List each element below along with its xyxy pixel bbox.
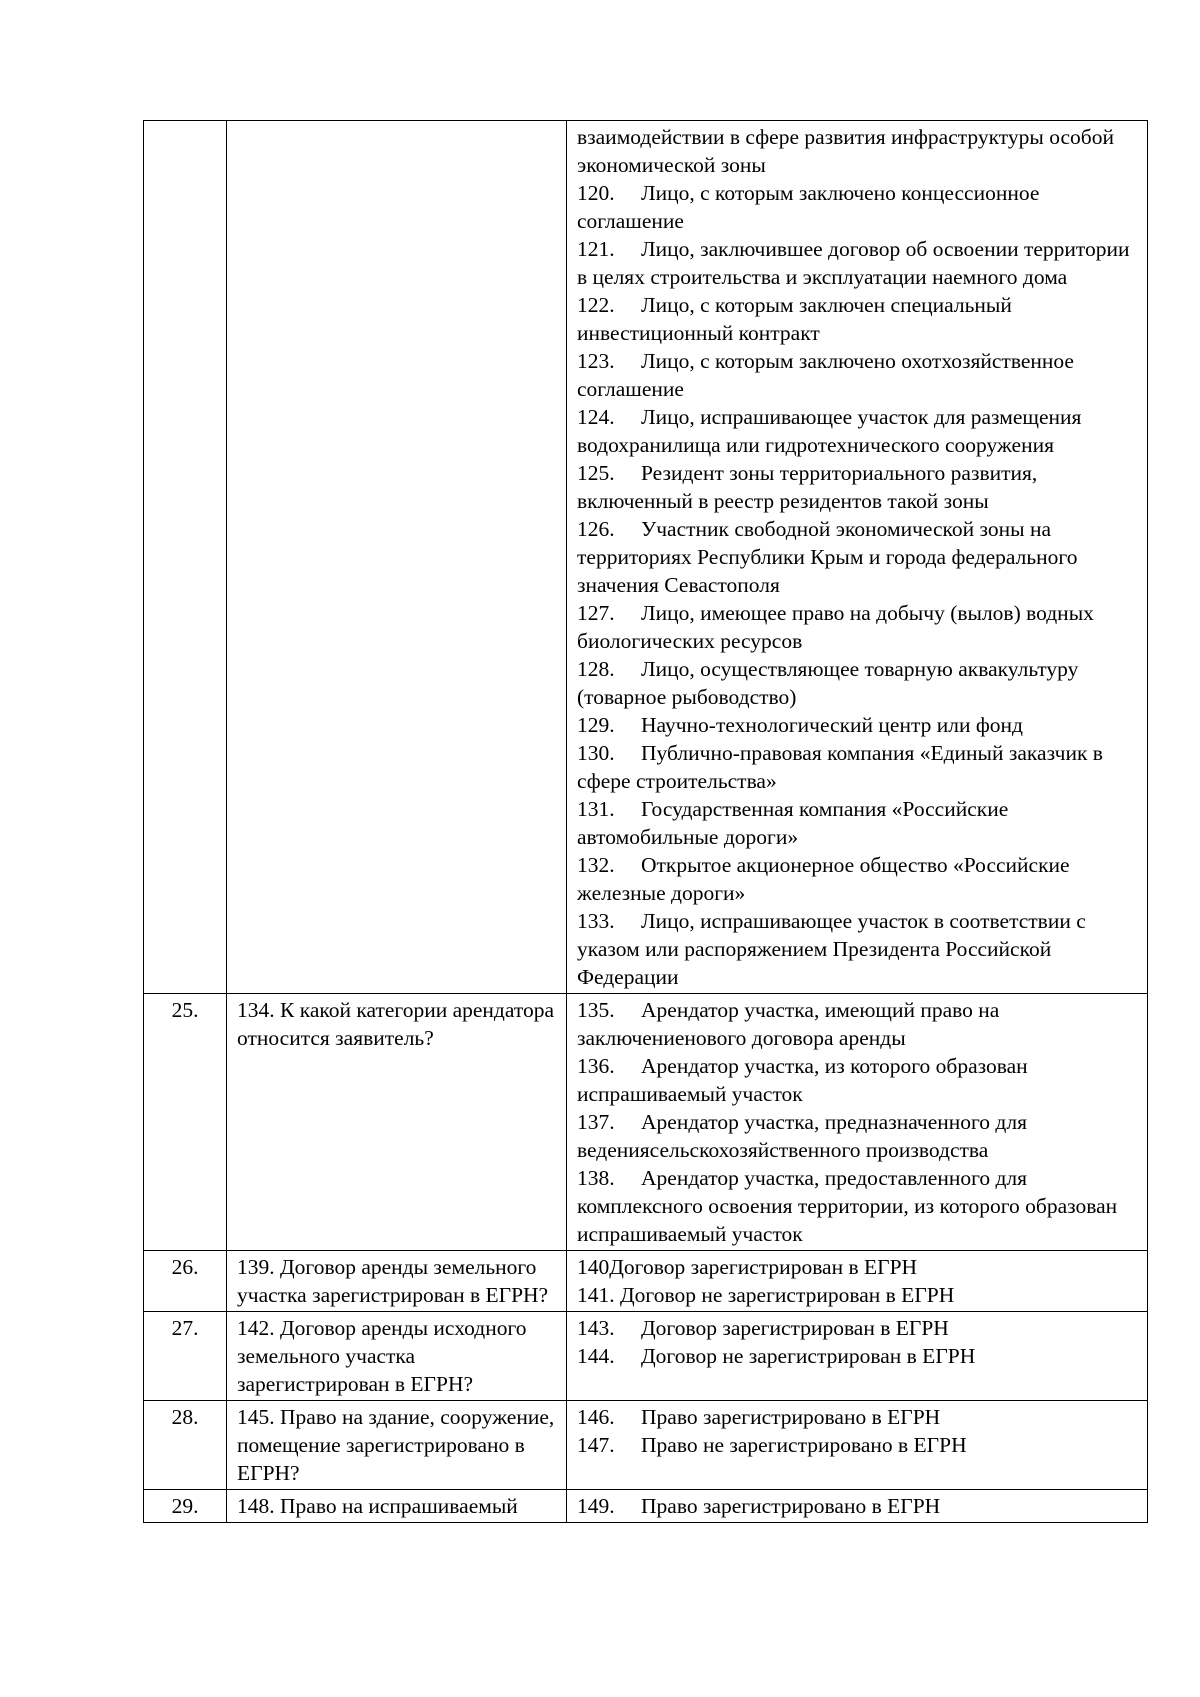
question-cell xyxy=(227,121,567,994)
question-cell: 139. Договор аренды земельного участка зарегистрирован в ЕГРН? xyxy=(227,1251,567,1312)
option-item: 120. Лицо, с которым заключено концессионное соглашение xyxy=(577,181,1040,233)
option-item: 146. Право зарегистрировано в ЕГРН xyxy=(577,1405,941,1429)
row-number: 29. xyxy=(144,1490,227,1523)
options-cell xyxy=(567,994,1148,1251)
options-cell xyxy=(567,1401,1148,1490)
row-number: 26. xyxy=(144,1251,227,1312)
option-item: 124. Лицо, испрашивающее участок для размещения водохранилища или гидротехнического сооружения xyxy=(577,405,1082,457)
option-item: 147. Право не зарегистрировано в ЕГРН xyxy=(577,1433,967,1457)
option-item: 143. Договор зарегистрирован в ЕГРН xyxy=(577,1316,949,1340)
option-item: 141. Договор не зарегистрирован в ЕГРН xyxy=(577,1283,955,1307)
option-item: взаимодействии в сфере развития инфраструктуры особой экономической зоны xyxy=(577,125,1114,177)
options-cell xyxy=(567,1251,1148,1312)
table-row xyxy=(144,1312,1148,1401)
options-cell xyxy=(567,121,1148,994)
option-item: 140Договор зарегистрирован в ЕГРН xyxy=(577,1255,918,1279)
row-number: 25. xyxy=(144,994,227,1251)
option-item: 130. Публично-правовая компания «Единый заказчик в сфере строительства» xyxy=(577,741,1103,793)
row-number: 27. xyxy=(144,1312,227,1401)
option-item: 138. Арендатор участка, предоставленного для комплексного освоения территории, из которого образован испрашиваемый участок xyxy=(577,1166,1118,1246)
row-number xyxy=(144,121,227,994)
option-item: 128. Лицо, осуществляющее товарную аквакультуру (товарное рыбоводство) xyxy=(577,657,1079,709)
option-item: 129. Научно-технологический центр или фонд xyxy=(577,713,1023,737)
options-cell xyxy=(567,1312,1148,1401)
option-item: 126. Участник свободной экономической зоны на территориях Республики Крым и города федерального значения Севастополя xyxy=(577,517,1078,597)
question-cell: 148. Право на испрашиваемый xyxy=(227,1490,567,1523)
option-item: 123. Лицо, с которым заключено охотхозяйственное соглашение xyxy=(577,349,1074,401)
table-row xyxy=(144,1251,1148,1312)
question-cell: 145. Право на здание, сооружение, помещение зарегистрировано в ЕГРН? xyxy=(227,1401,567,1490)
option-item: 127. Лицо, имеющее право на добычу (вылов) водных биологических ресурсов xyxy=(577,601,1094,653)
option-item: 136. Арендатор участка, из которого образован испрашиваемый участок xyxy=(577,1054,1028,1106)
options-cell xyxy=(567,1490,1148,1523)
option-item: 149. Право зарегистрировано в ЕГРН xyxy=(577,1494,941,1518)
option-item: 135. Арендатор участка, имеющий право на заключениенового договора аренды xyxy=(577,998,1000,1050)
table-row xyxy=(144,1401,1148,1490)
option-item: 133. Лицо, испрашивающее участок в соответствии с указом или распоряжением Президента Российской Федерации xyxy=(577,909,1086,989)
option-item: 121. Лицо, заключившее договор об освоении территории в целях строительства и эксплуатации наемного дома xyxy=(577,237,1130,289)
option-item: 132. Открытое акционерное общество «Российские железные дороги» xyxy=(577,853,1070,905)
table-row xyxy=(144,994,1148,1251)
table-row xyxy=(144,1490,1148,1523)
row-number: 28. xyxy=(144,1401,227,1490)
questions-table xyxy=(143,120,1148,1523)
question-cell: 142. Договор аренды исходного земельного участка зарегистрирован в ЕГРН? xyxy=(227,1312,567,1401)
question-cell: 134. К какой категории арендатора относится заявитель? xyxy=(227,994,567,1251)
option-item: 144. Договор не зарегистрирован в ЕГРН xyxy=(577,1344,976,1368)
option-item: 122. Лицо, с которым заключен специальный инвестиционный контракт xyxy=(577,293,1012,345)
option-item: 125. Резидент зоны территориального развития, включенный в реестр резидентов такой зоны xyxy=(577,461,1038,513)
option-item: 131. Государственная компания «Российские автомобильные дороги» xyxy=(577,797,1009,849)
option-item: 137. Арендатор участка, предназначенного для ведениясельскохозяйственного производства xyxy=(577,1110,1027,1162)
table-row xyxy=(144,121,1148,994)
